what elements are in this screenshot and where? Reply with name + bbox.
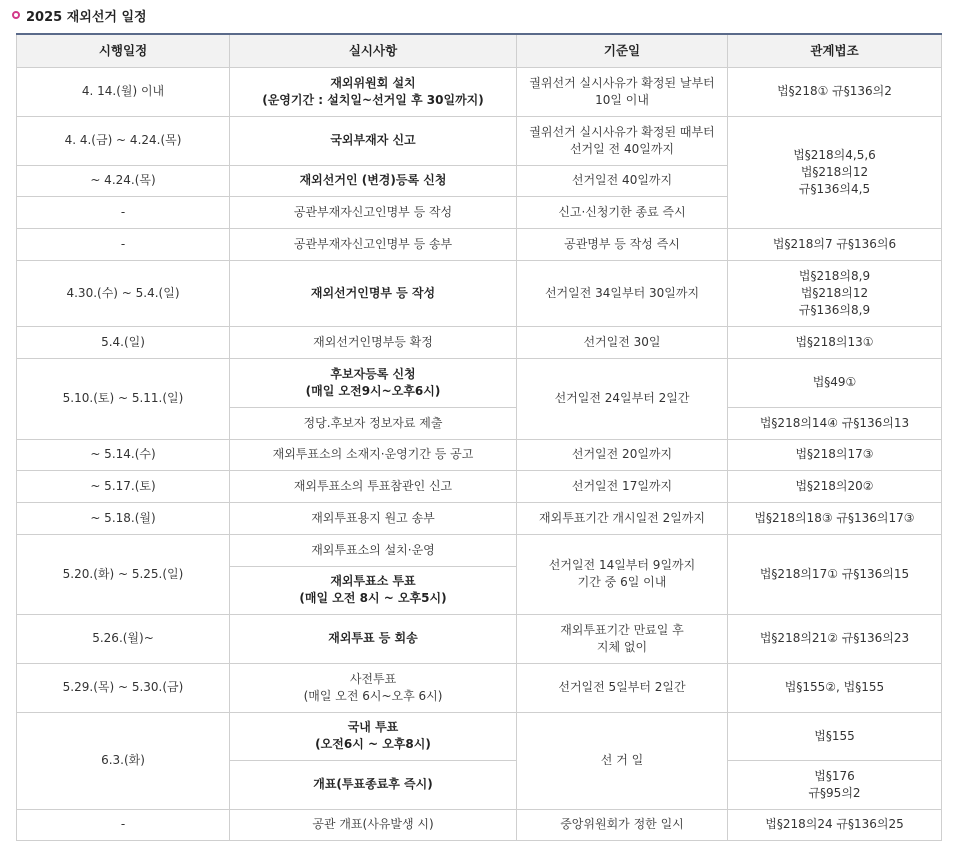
- cell-item: 재외선거인명부등 확정: [230, 326, 517, 358]
- table-row: [17, 470, 942, 502]
- table-row: [17, 358, 942, 407]
- table-row: [17, 116, 942, 165]
- cell-item: 개표(투표종료후 즉시): [230, 760, 517, 809]
- cell-base-date: 선거일전 20일까지: [517, 439, 728, 470]
- cell-law: 법§218의21② 규§136의23: [728, 614, 942, 663]
- cell-base-date: 선거일전 30일: [517, 326, 728, 358]
- table-row: [17, 326, 942, 358]
- cell-date: 4. 4.(금) ~ 4.24.(목): [17, 116, 230, 165]
- table-row: [17, 712, 942, 760]
- cell-law: 법§218의14④ 규§136의13: [728, 407, 942, 439]
- cell-date: ~ 5.17.(토): [17, 470, 230, 502]
- cell-date: 4.30.(수) ~ 5.4.(일): [17, 260, 230, 326]
- circle-bullet-icon: [12, 11, 20, 19]
- header-law: 관계법조: [728, 34, 942, 67]
- cell-law: 법§176 규§95의2: [728, 760, 942, 809]
- cell-item: 국내 투표 (오전6시 ~ 오후8시): [230, 712, 517, 760]
- table-row: [17, 67, 942, 116]
- table-row: [17, 663, 942, 712]
- cell-law: 법§218① 규§136의2: [728, 67, 942, 116]
- cell-item: 공관부재자신고인명부 등 송부: [230, 228, 517, 260]
- cell-date: -: [17, 809, 230, 840]
- cell-date: 5.29.(목) ~ 5.30.(금): [17, 663, 230, 712]
- cell-base-date: 선 거 일: [517, 712, 728, 809]
- cell-base-date: 궐위선거 실시사유가 확정된 때부터 선거일 전 40일까지: [517, 116, 728, 165]
- cell-base-date: 공관명부 등 작성 즉시: [517, 228, 728, 260]
- cell-base-date: 선거일전 24일부터 2일간: [517, 358, 728, 439]
- cell-law: 법§218의17① 규§136의15: [728, 534, 942, 614]
- cell-item: 후보자등록 신청 (매일 오전9시~오후6시): [230, 358, 517, 407]
- table-row: [17, 228, 942, 260]
- cell-law: 법§218의24 규§136의25: [728, 809, 942, 840]
- cell-law: 법§218의8,9 법§218의12 규§136의8,9: [728, 260, 942, 326]
- cell-law: 법§218의4,5,6 법§218의12 규§136의4,5: [728, 116, 942, 228]
- cell-item: 재외선거인 (변경)등록 신청: [230, 165, 517, 196]
- election-schedule-table: [16, 33, 942, 841]
- table-row: [17, 534, 942, 566]
- cell-law: 법§218의20②: [728, 470, 942, 502]
- cell-base-date: 중앙위원회가 정한 일시: [517, 809, 728, 840]
- cell-item: 재외투표소 투표 (매일 오전 8시 ~ 오후5시): [230, 566, 517, 614]
- cell-item: 사전투표 (매일 오전 6시~오후 6시): [230, 663, 517, 712]
- cell-item: 재외투표소의 설치·운영: [230, 534, 517, 566]
- cell-base-date: 신고·신청기한 종료 즉시: [517, 196, 728, 228]
- cell-item: 정당.후보자 정보자료 제출: [230, 407, 517, 439]
- cell-law: 법§218의7 규§136의6: [728, 228, 942, 260]
- cell-item: 재외투표용지 원고 송부: [230, 502, 517, 534]
- table-row: [17, 260, 942, 326]
- cell-date: -: [17, 228, 230, 260]
- cell-date: -: [17, 196, 230, 228]
- cell-base-date: 궐위선거 실시사유가 확정된 날부터 10일 이내: [517, 67, 728, 116]
- cell-date: 6.3.(화): [17, 712, 230, 809]
- cell-item: 재외위원회 설치 (운영기간 : 설치일~선거일 후 30일까지): [230, 67, 517, 116]
- cell-base-date: 선거일전 17일까지: [517, 470, 728, 502]
- cell-date: 5.26.(월)~: [17, 614, 230, 663]
- header-date: 시행일정: [17, 34, 230, 67]
- cell-date: 5.20.(화) ~ 5.25.(일): [17, 534, 230, 614]
- table-header-row: [17, 34, 942, 67]
- cell-base-date: 선거일전 5일부터 2일간: [517, 663, 728, 712]
- cell-base-date: 재외투표기간 개시일전 2일까지: [517, 502, 728, 534]
- section-heading: [12, 5, 147, 25]
- cell-base-date: 선거일전 34일부터 30일까지: [517, 260, 728, 326]
- cell-law: 법§218의17③: [728, 439, 942, 470]
- cell-base-date: 선거일전 40일까지: [517, 165, 728, 196]
- cell-law: 법§155: [728, 712, 942, 760]
- page-title: 2025 재외선거 일정: [26, 9, 147, 25]
- header-base-date: 기준일: [517, 34, 728, 67]
- cell-item: 공관부재자신고인명부 등 작성: [230, 196, 517, 228]
- cell-base-date: 재외투표기간 만료일 후 지체 없이: [517, 614, 728, 663]
- cell-date: ~ 5.14.(수): [17, 439, 230, 470]
- table-row: [17, 809, 942, 840]
- cell-date: ~ 4.24.(목): [17, 165, 230, 196]
- cell-date: ~ 5.18.(월): [17, 502, 230, 534]
- cell-date: 5.4.(일): [17, 326, 230, 358]
- cell-law: 법§155②, 법§155: [728, 663, 942, 712]
- cell-item: 국외부재자 신고: [230, 116, 517, 165]
- cell-date: 5.10.(토) ~ 5.11.(일): [17, 358, 230, 439]
- cell-base-date: 선거일전 14일부터 9일까지 기간 중 6일 이내: [517, 534, 728, 614]
- cell-item: 재외선거인명부 등 작성: [230, 260, 517, 326]
- cell-law: 법§218의18③ 규§136의17③: [728, 502, 942, 534]
- cell-item: 공관 개표(사유발생 시): [230, 809, 517, 840]
- cell-law: 법§49①: [728, 358, 942, 407]
- cell-item: 재외투표소의 투표참관인 신고: [230, 470, 517, 502]
- header-item: 실시사항: [230, 34, 517, 67]
- table-row: [17, 439, 942, 470]
- cell-date: 4. 14.(월) 이내: [17, 67, 230, 116]
- cell-law: 법§218의13①: [728, 326, 942, 358]
- table-row: [17, 502, 942, 534]
- cell-item: 재외투표 등 회송: [230, 614, 517, 663]
- cell-item: 재외투표소의 소재지·운영기간 등 공고: [230, 439, 517, 470]
- table-row: [17, 614, 942, 663]
